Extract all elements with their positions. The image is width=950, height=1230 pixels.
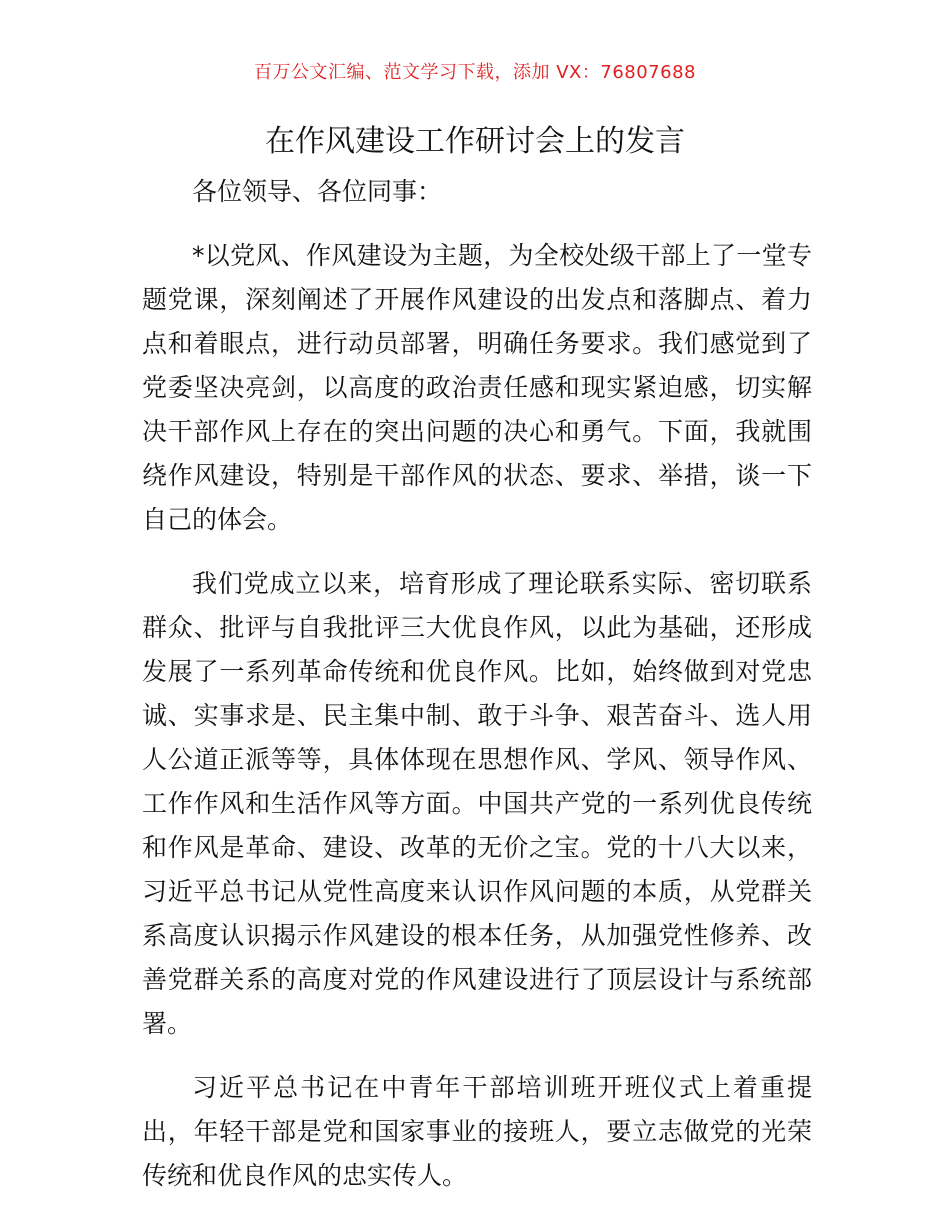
header-watermark-note: 百万公文汇编、范文学习下载，添加 VX：76807688 (254, 62, 696, 83)
paragraph-1: *以党风、作风建设为主题，为全校处级干部上了一堂专题党课，深刻阐述了开展作风建设的出发点和落脚点、着力点和着眼点，进行动员部署，明确任务要求。我们感觉到了党委坚决亮剑，以高度的政治责任感和现实紧迫感，切实解决干部作风上存在的突出问题的决心和勇气。下面，我就围绕作风建设，特别是干部作风的状态、要求、举措，谈一下自己的体会。 (142, 241, 812, 534)
salutation: 各位领导、各位同事： (192, 177, 443, 206)
document-body (142, 170, 812, 1218)
paragraph-3: 习近平总书记在中青年干部培训班开班仪式上着重提出，年轻干部是党和国家事业的接班人，要立志做党的光荣传统和优良作风的忠实传人。 (142, 1073, 812, 1190)
page-title: 在作风建设工作研讨会上的发言 (265, 124, 685, 159)
paragraph-2: 我们党成立以来，培育形成了理论联系实际、密切联系群众、批评与自我批评三大优良作风，以此为基础，还形成发展了一系列革命传统和优良作风。比如，始终做到对党忠诚、实事求是、民主集中制、敢于斗争、艰苦奋斗、选人用人公道正派等等，具体体现在思想作风、学风、领导作风、工作作风和生活作风等方面。中国共产党的一系列优良传统和作风是革命、建设、改革的无价之宝。党的十八大以来，习近平总书记从党性高度来认识作风问题的本质，从党群关系高度认识揭示作风建设的根本任务，从加强党性修养、改善党群关系的高度对党的作风建设进行了顶层设计与系统部署。 (142, 569, 812, 1038)
